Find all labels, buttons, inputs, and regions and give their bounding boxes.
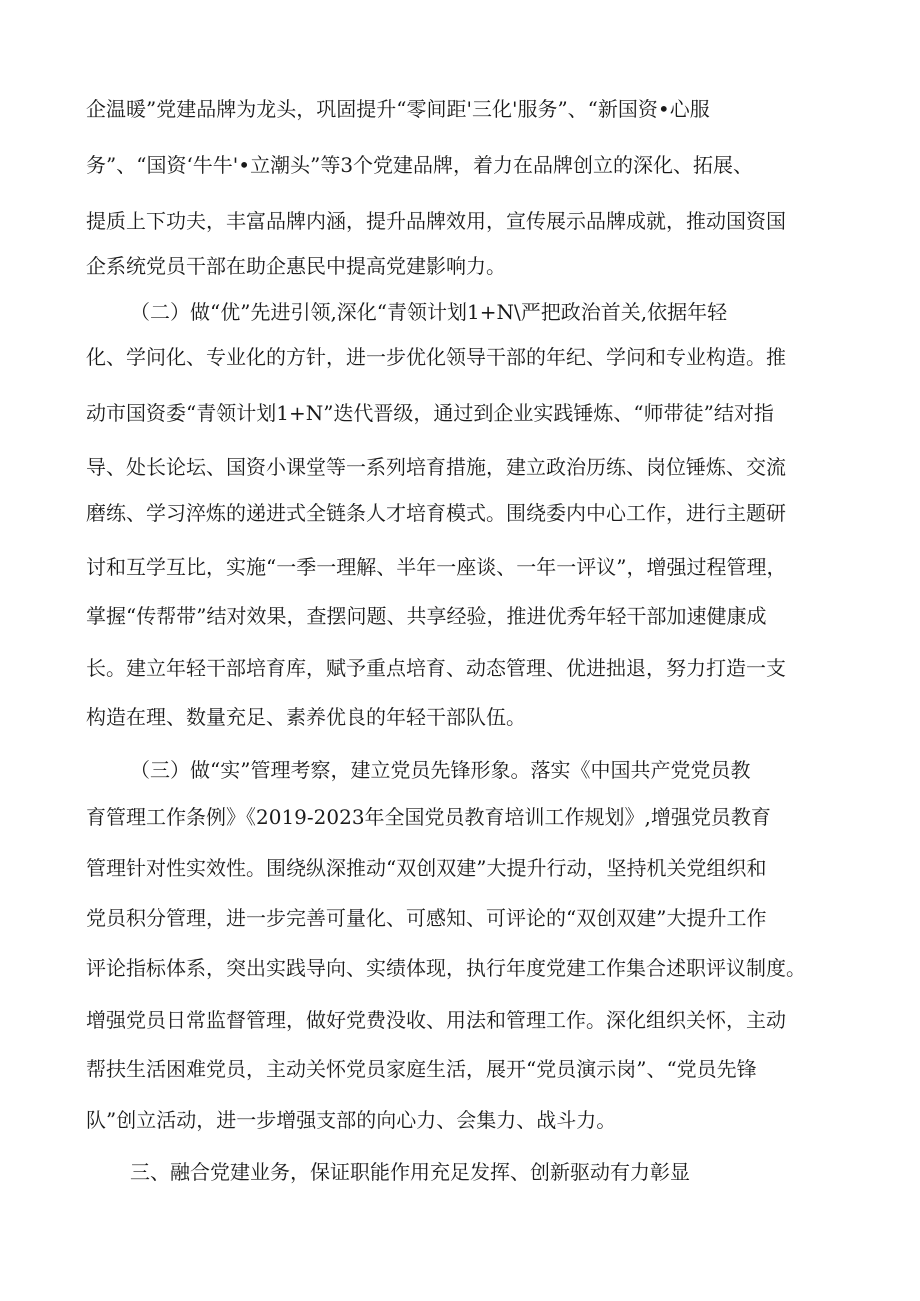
- text-line: 讨和互学互比，实施“一季一理解、半年一座谈、一年一评议”，增强过程管理，: [86, 555, 787, 579]
- text-line: 提质上下功夫，丰富品牌内涵，提升品牌效用，宣传展示品牌成就，推动国资国: [86, 209, 786, 233]
- text-line: 动市国资委“青领计划1+N”迭代晋级，通过到企业实践锤炼、“师带徒”结对指: [86, 401, 774, 425]
- paragraph-first-line: （二）做“优”先进引领,深化“青领计划1+N\严把政治首关,依据年轻: [130, 300, 728, 324]
- text-line: 增强党员日常监督管理，做好党费没收、用法和管理工作。深化组织关怀，主动: [86, 1008, 786, 1032]
- section-heading: 三、融合党建业务，保证职能作用充足发挥、创新驱动有力彰显: [130, 1160, 690, 1184]
- text-line: 务”、“国资‘牛牛'•立潮头”等3个党建品牌，着力在品牌创立的深化、拓展、: [86, 153, 754, 177]
- text-line: 队”创立活动，进一步增强支部的向心力、会集力、战斗力。: [86, 1108, 617, 1132]
- text-line: 掌握“传帮带”结对效果，查摆问题、共享经验，推进优秀年轻干部加速健康成: [86, 604, 767, 628]
- paragraph-first-line: （三）做“实”管理考察，建立党员先锋形象。落实《中国共产党党员教: [130, 758, 751, 782]
- text-line: 管理针对性实效性。围绕纵深推动“双创双建”大提升行动，坚持机关党组织和: [86, 856, 767, 880]
- text-line: 评论指标体系，突出实践导向、实绩体现，执行年度党建工作集合述职评议制度。: [86, 956, 806, 980]
- text-line: 帮扶生活困难党员，主动关怀党员家庭生活，展开“党员演示岗”、“党员先锋: [86, 1057, 757, 1081]
- text-line: 磨练、学习淬炼的递进式全链条人才培育模式。围绕委内中心工作，进行主题研: [86, 501, 786, 525]
- text-line: 长。建立年轻干部培育库，赋予重点培育、动态管理、优进拙退，努力打造一支: [86, 656, 786, 680]
- text-line: 导、处长论坛、国资小课堂等一系列培育措施，建立政治历练、岗位锤炼、交流: [86, 455, 786, 479]
- text-line: 构造在理、数量充足、素养优良的年轻干部队伍。: [86, 705, 526, 729]
- text-line: 党员积分管理，进一步完善可量化、可感知、可评论的“双创双建”大提升工作: [86, 906, 767, 930]
- text-line: 育管理工作条例》《2019-2023年全国党员教育培训工作规划》,增强党员教育: [86, 805, 771, 829]
- text-line: 化、学问化、专业化的方针，进一步优化领导干部的年纪、学问和专业构造。推: [86, 345, 786, 369]
- text-line: 企温暖”党建品牌为龙头，巩固提升“零间距'三化'服务”、“新国资•心服: [86, 97, 710, 121]
- text-line: 企系统党员干部在助企惠民中提高党建影响力。: [86, 254, 506, 278]
